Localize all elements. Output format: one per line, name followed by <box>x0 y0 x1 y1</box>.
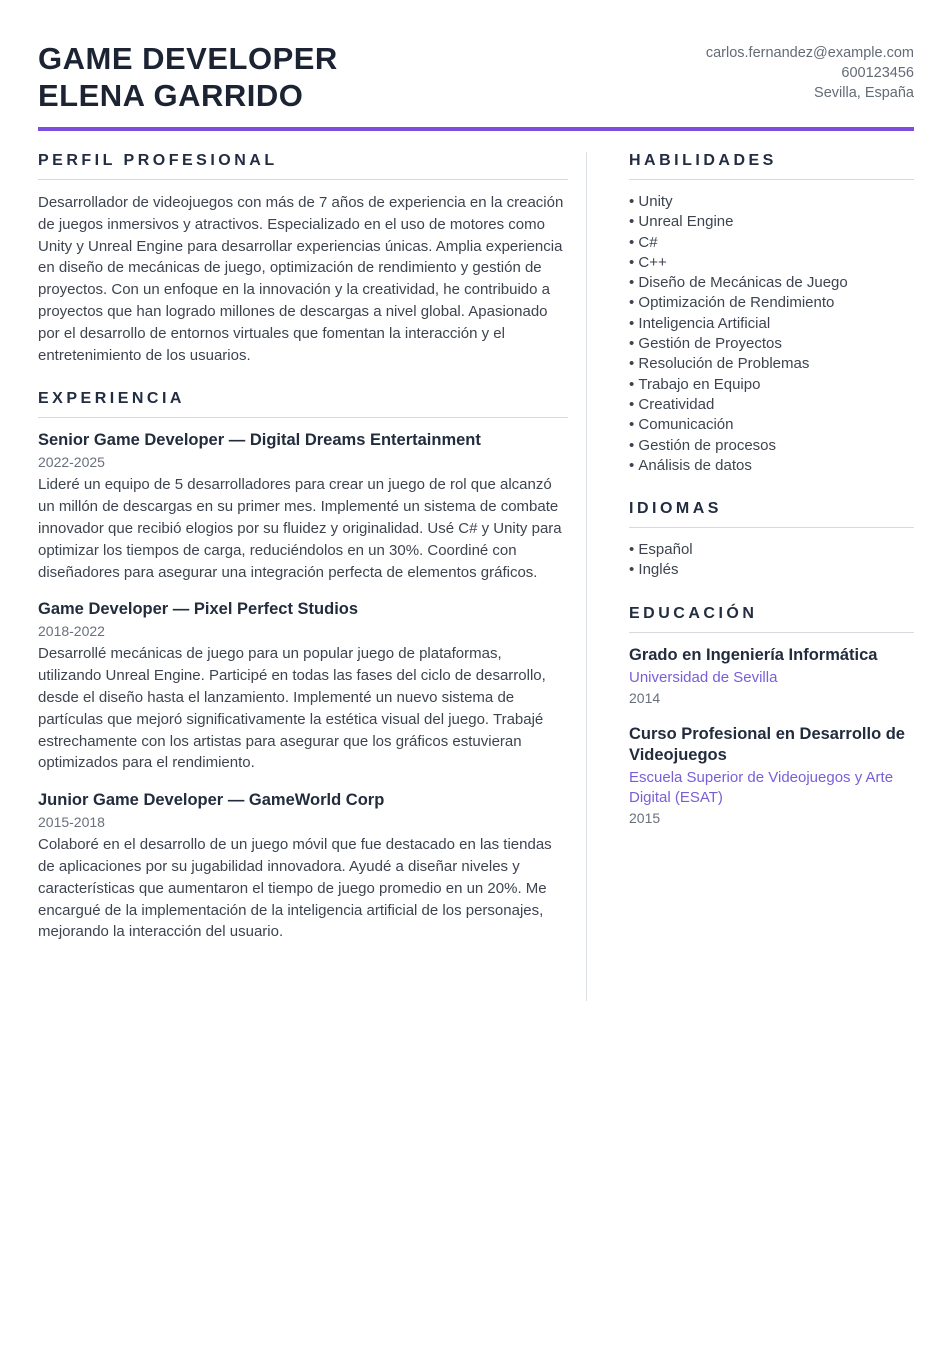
languages-list <box>629 540 914 581</box>
contact-block <box>706 40 914 103</box>
skill-item: • C++ <box>629 253 914 273</box>
section-languages <box>629 500 914 581</box>
education-year: 2015 <box>629 810 661 827</box>
header <box>38 40 914 114</box>
skill-item: • Optimización de Rendimiento <box>629 293 914 313</box>
language-item: • Español <box>629 540 914 560</box>
right-column <box>629 152 914 1001</box>
page-title-role: GAME DEVELOPER <box>38 41 338 76</box>
education-degree: Curso Profesional en Desarrollo de Videojuegos <box>629 725 905 765</box>
education-institution-link[interactable]: Universidad de Sevilla <box>629 668 778 686</box>
education-institution-link[interactable]: Escuela Superior de Videojuegos y Arte Digital (ESAT) <box>629 769 894 806</box>
section-experience <box>38 390 568 943</box>
left-column <box>38 152 568 1001</box>
job-dates: 2022-2025 <box>38 454 105 471</box>
education-entry <box>629 724 914 826</box>
contact-email: carlos.fernandez@example.com <box>705 45 914 61</box>
page-title-name: ELENA GARRIDO <box>38 78 304 113</box>
experience-heading: EXPERIENCIA <box>38 390 568 418</box>
languages-heading: IDIOMAS <box>629 500 914 528</box>
skill-item: • Análisis de datos <box>629 456 914 476</box>
job-title: Junior Game Developer — GameWorld Corp <box>38 791 385 810</box>
profile-text: Desarrollador de videojuegos con más de 7 años de experiencia en la creación de juegos inmersivos y atractivos. Especializado en el uso de motores como Unity y Unreal Engine para desarrollar experiencias únicas. Amplia experiencia en diseño de mecánicas de juego, optimización de rendimiento y gestión de proyectos. Con un enfoque en la innovación y la creatividad, he contribuido a proyectos que han logrado millones de descargas a nivel global. Apasionado por el desarrollo de entornos virtuales que fomentan la interacción y el entretenimiento de los usuarios. <box>38 194 564 364</box>
job-dates: 2015-2018 <box>38 814 105 831</box>
job-title: Senior Game Developer — Digital Dreams Entertainment <box>38 431 481 450</box>
skill-item: • Inteligencia Artificial <box>629 314 914 334</box>
skill-item: • Diseño de Mecánicas de Juego <box>629 273 914 293</box>
skill-item: • Creatividad <box>629 395 914 415</box>
content-columns <box>38 152 914 1001</box>
skill-item: • Unity <box>629 192 914 212</box>
job-entry <box>38 430 568 583</box>
section-skills <box>629 152 914 476</box>
job-entry <box>38 599 568 774</box>
column-divider <box>586 152 587 1001</box>
accent-divider <box>38 127 914 131</box>
job-description: Colaboré en el desarrollo de un juego móvil que fue destacado en las tiendas de aplicaciones por su jugabilidad innovadora. Ayudé a diseñar niveles y características que aumentaron el tiempo de juego promedio en un 20%. Me encargué de la implementación de la inteligencia artificial de los personajes, mejorando la interacción del usuario. <box>38 836 552 941</box>
language-item: • Inglés <box>629 560 914 580</box>
skills-list <box>629 192 914 476</box>
skill-item: • C# <box>629 233 914 253</box>
section-education <box>629 605 914 827</box>
education-entry <box>629 645 914 707</box>
skill-item: • Unreal Engine <box>629 212 914 232</box>
skill-item: • Trabajo en Equipo <box>629 375 914 395</box>
skill-item: • Gestión de procesos <box>629 436 914 456</box>
contact-location: Sevilla, España <box>814 85 914 101</box>
education-year: 2014 <box>629 690 661 707</box>
section-profile <box>38 152 568 366</box>
education-heading: EDUCACIÓN <box>629 605 914 633</box>
job-dates: 2018-2022 <box>38 623 105 640</box>
job-entry <box>38 790 568 943</box>
job-description: Desarrollé mecánicas de juego para un popular juego de plataformas, utilizando Unreal Engine. Participé en todas las fases del ciclo de desarrollo, desde el diseño hasta el lanzamiento. Implementé un nuevo sistema de partículas que mejoró significativamente la estética visual del juego. Trabajé estrechamente con los artistas para asegurar que los gráficos estuvieran optimizados para el rendimiento. <box>38 645 546 772</box>
skill-item: • Gestión de Proyectos <box>629 334 914 354</box>
title-block <box>38 40 338 114</box>
contact-phone: 600123456 <box>841 65 914 81</box>
job-description: Lideré un equipo de 5 desarrolladores para crear un juego de rol que alcanzó un millón de descargas en su primer mes. Implementé un sistema de combate innovador que recibió elogios por su fluidez y originalidad. Usé C# y Unity para optimizar los tiempos de carga, reduciéndolos en un 30%. Coordiné con diseñadores para asegurar una integración perfecta de elementos gráficos. <box>38 476 562 581</box>
profile-heading: PERFIL PROFESIONAL <box>38 152 568 180</box>
education-degree: Grado en Ingeniería Informática <box>629 645 878 664</box>
skill-item: • Resolución de Problemas <box>629 354 914 374</box>
job-title: Game Developer — Pixel Perfect Studios <box>38 600 359 619</box>
skill-item: • Comunicación <box>629 415 914 435</box>
skills-heading: HABILIDADES <box>629 152 914 180</box>
